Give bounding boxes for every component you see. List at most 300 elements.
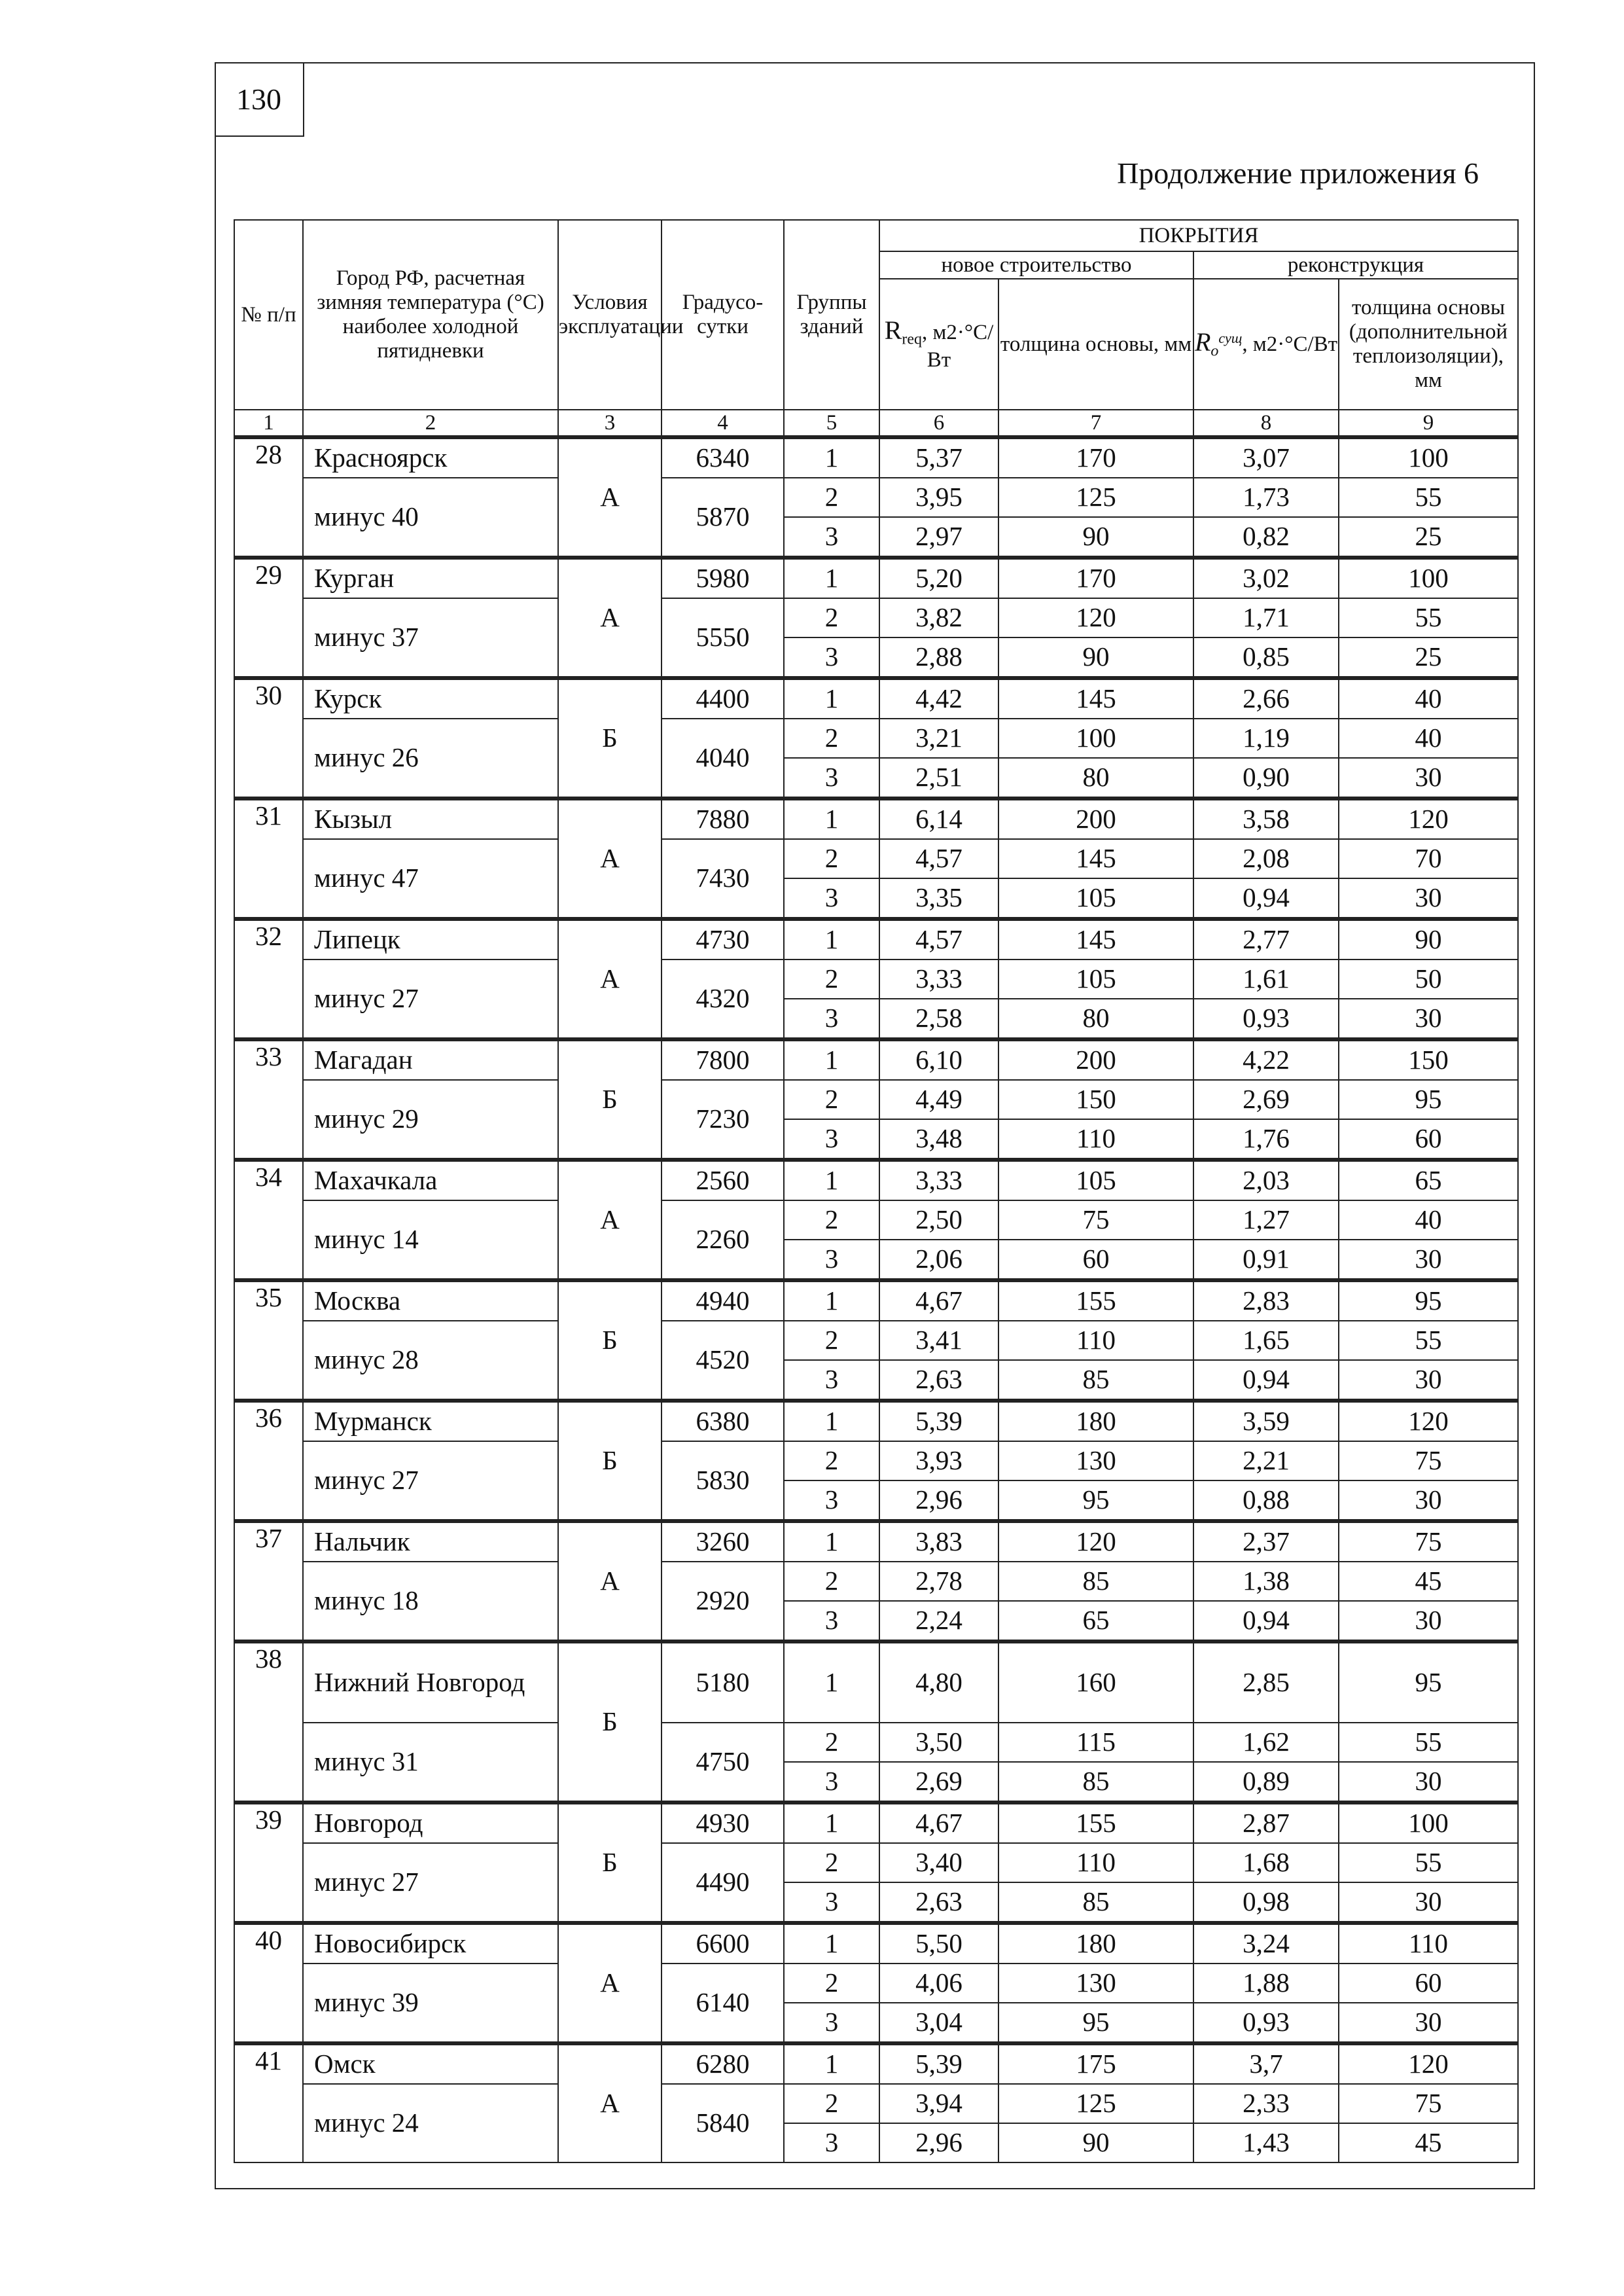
table-cell: 1 xyxy=(784,1803,879,1843)
table-cell: 90 xyxy=(998,2123,1193,2162)
table-cell: 2,96 xyxy=(879,2123,998,2162)
table-cell: 120 xyxy=(1339,1401,1518,1441)
table-cell: 105 xyxy=(998,1160,1193,1200)
table-cell: 1 xyxy=(784,558,879,598)
table-cell: 4,57 xyxy=(879,839,998,878)
table-cell: 3 xyxy=(784,2123,879,2162)
design-temperature: минус 31 xyxy=(303,1723,558,1803)
row-number: 33 xyxy=(234,1039,303,1160)
table-cell: 3,82 xyxy=(879,598,998,637)
table-cell: 2,51 xyxy=(879,758,998,798)
degree-days: 7230 xyxy=(662,1080,784,1160)
table-cell: 1,27 xyxy=(1193,1200,1339,1240)
table-cell: 2,85 xyxy=(1193,1641,1339,1723)
table-row xyxy=(234,1521,1518,1562)
table-cell: 1 xyxy=(784,1641,879,1723)
table-cell: 2,06 xyxy=(879,1240,998,1280)
table-cell: 5,37 xyxy=(879,437,998,478)
header-degree-days: Градусо-сутки xyxy=(662,220,784,410)
table-cell: 2,08 xyxy=(1193,839,1339,878)
table-cell: 2 xyxy=(784,1321,879,1360)
table-row xyxy=(234,839,1518,878)
table-cell: 3,93 xyxy=(879,1441,998,1480)
table-cell: 30 xyxy=(1339,1240,1518,1280)
table-cell: 3,59 xyxy=(1193,1401,1339,1441)
degree-days: 6280 xyxy=(662,2043,784,2084)
degree-days: 5550 xyxy=(662,598,784,678)
table-cell: 2,37 xyxy=(1193,1521,1339,1562)
table-row xyxy=(234,678,1518,719)
city-name: Новосибирск xyxy=(303,1923,558,1964)
table-cell: 1,88 xyxy=(1193,1964,1339,2003)
degree-days: 7430 xyxy=(662,839,784,919)
table-cell: 110 xyxy=(998,1321,1193,1360)
row-number: 41 xyxy=(234,2043,303,2162)
table-row xyxy=(234,2084,1518,2123)
table-cell: 3 xyxy=(784,1882,879,1923)
row-number: 39 xyxy=(234,1803,303,1923)
table-cell: 2 xyxy=(784,960,879,999)
column-number: 3 xyxy=(558,410,662,437)
table-cell: 3,04 xyxy=(879,2003,998,2043)
table-cell: 3,21 xyxy=(879,719,998,758)
table-cell: 1 xyxy=(784,798,879,839)
column-number: 8 xyxy=(1193,410,1339,437)
table-cell: 2 xyxy=(784,598,879,637)
table-row xyxy=(234,1401,1518,1441)
table-cell: 3,33 xyxy=(879,1160,998,1200)
table-cell: 4,22 xyxy=(1193,1039,1339,1080)
degree-days: 5980 xyxy=(662,558,784,598)
table-cell: 2,21 xyxy=(1193,1441,1339,1480)
operating-conditions: А xyxy=(558,437,662,558)
design-temperature: минус 28 xyxy=(303,1321,558,1401)
table-cell: 85 xyxy=(998,1882,1193,1923)
column-number: 1 xyxy=(234,410,303,437)
table-body xyxy=(234,437,1518,2162)
table-cell: 2 xyxy=(784,478,879,517)
table-cell: 30 xyxy=(1339,758,1518,798)
table-cell: 3,24 xyxy=(1193,1923,1339,1964)
table-cell: 2,88 xyxy=(879,637,998,678)
table-cell: 40 xyxy=(1339,719,1518,758)
table-cell: 4,49 xyxy=(879,1080,998,1119)
header-city: Город РФ, расчетная зимняя температура (°С) наиболее холодной пятидневки xyxy=(303,220,558,410)
table-cell: 110 xyxy=(998,1119,1193,1160)
table-cell: 100 xyxy=(1339,558,1518,598)
table-cell: 25 xyxy=(1339,637,1518,678)
operating-conditions: А xyxy=(558,919,662,1039)
table-cell: 4,67 xyxy=(879,1280,998,1321)
page-number: 130 xyxy=(215,62,304,137)
table-cell: 2,66 xyxy=(1193,678,1339,719)
table-cell: 3 xyxy=(784,1762,879,1803)
table-cell: 2,77 xyxy=(1193,919,1339,960)
table-row xyxy=(234,478,1518,517)
table-cell: 90 xyxy=(1339,919,1518,960)
operating-conditions: Б xyxy=(558,1280,662,1401)
city-name: Курск xyxy=(303,678,558,719)
table-cell: 130 xyxy=(998,1964,1193,2003)
table-cell: 3,50 xyxy=(879,1723,998,1762)
table-cell: 5,50 xyxy=(879,1923,998,1964)
table-cell: 1,71 xyxy=(1193,598,1339,637)
city-name: Нижний Новгород xyxy=(303,1641,558,1723)
row-number: 40 xyxy=(234,1923,303,2043)
degree-days: 6600 xyxy=(662,1923,784,1964)
city-name: Мурманск xyxy=(303,1401,558,1441)
table-cell: 4,67 xyxy=(879,1803,998,1843)
table-cell: 100 xyxy=(1339,437,1518,478)
row-number: 30 xyxy=(234,678,303,798)
table-row xyxy=(234,1641,1518,1723)
table-cell: 145 xyxy=(998,919,1193,960)
degree-days: 4730 xyxy=(662,919,784,960)
degree-days: 2920 xyxy=(662,1562,784,1641)
table-cell: 30 xyxy=(1339,878,1518,919)
table-row xyxy=(234,598,1518,637)
table-cell: 3,40 xyxy=(879,1843,998,1882)
table-cell: 90 xyxy=(998,637,1193,678)
table-cell: 95 xyxy=(1339,1641,1518,1723)
table-cell: 0,89 xyxy=(1193,1762,1339,1803)
table-cell: 160 xyxy=(998,1641,1193,1723)
table-cell: 0,94 xyxy=(1193,1360,1339,1401)
table-cell: 110 xyxy=(998,1843,1193,1882)
table-row xyxy=(234,1160,1518,1200)
table-cell: 6,10 xyxy=(879,1039,998,1080)
table-cell: 30 xyxy=(1339,1882,1518,1923)
table-cell: 1,43 xyxy=(1193,2123,1339,2162)
degree-days: 4040 xyxy=(662,719,784,798)
table-cell: 3,94 xyxy=(879,2084,998,2123)
table-cell: 1 xyxy=(784,678,879,719)
operating-conditions: А xyxy=(558,1521,662,1641)
design-temperature: минус 39 xyxy=(303,1964,558,2043)
table-row xyxy=(234,1441,1518,1480)
table-cell: 2,63 xyxy=(879,1882,998,1923)
table-cell: 150 xyxy=(1339,1039,1518,1080)
table-cell: 2 xyxy=(784,2084,879,2123)
table-cell: 40 xyxy=(1339,1200,1518,1240)
table-cell: 3 xyxy=(784,999,879,1039)
table-cell: 120 xyxy=(1339,798,1518,839)
table-cell: 60 xyxy=(998,1240,1193,1280)
header-groups: Группы зданий xyxy=(784,220,879,410)
table-cell: 1,65 xyxy=(1193,1321,1339,1360)
table-cell: 2,97 xyxy=(879,517,998,558)
table-cell: 3,41 xyxy=(879,1321,998,1360)
operating-conditions: А xyxy=(558,1923,662,2043)
degree-days: 2560 xyxy=(662,1160,784,1200)
table-row xyxy=(234,1964,1518,2003)
operating-conditions: Б xyxy=(558,1803,662,1923)
table-cell: 3 xyxy=(784,1360,879,1401)
table-cell: 0,91 xyxy=(1193,1240,1339,1280)
row-number: 31 xyxy=(234,798,303,919)
continuation-title: Продолжение приложения 6 xyxy=(1117,156,1479,190)
table-row xyxy=(234,1562,1518,1601)
table-cell: 95 xyxy=(998,1480,1193,1521)
table-cell: 1 xyxy=(784,1521,879,1562)
table-row xyxy=(234,719,1518,758)
city-name: Магадан xyxy=(303,1039,558,1080)
table-cell: 2,69 xyxy=(1193,1080,1339,1119)
table-cell: 60 xyxy=(1339,1119,1518,1160)
table-cell: 130 xyxy=(998,1441,1193,1480)
table-cell: 1,61 xyxy=(1193,960,1339,999)
city-name: Нальчик xyxy=(303,1521,558,1562)
table-cell: 1 xyxy=(784,1401,879,1441)
column-number: 4 xyxy=(662,410,784,437)
row-number: 35 xyxy=(234,1280,303,1401)
column-number: 5 xyxy=(784,410,879,437)
table-cell: 1,68 xyxy=(1193,1843,1339,1882)
table-cell: 45 xyxy=(1339,2123,1518,2162)
table-cell: 1,73 xyxy=(1193,478,1339,517)
table-cell: 0,93 xyxy=(1193,999,1339,1039)
table-row xyxy=(234,919,1518,960)
table-cell: 180 xyxy=(998,1401,1193,1441)
table-cell: 3 xyxy=(784,1480,879,1521)
table-cell: 55 xyxy=(1339,1843,1518,1882)
table-cell: 75 xyxy=(1339,2084,1518,2123)
table-cell: 3,95 xyxy=(879,478,998,517)
table-row xyxy=(234,1843,1518,1882)
design-temperature: минус 29 xyxy=(303,1080,558,1160)
table-cell: 3 xyxy=(784,1601,879,1641)
table-cell: 0,82 xyxy=(1193,517,1339,558)
header-conditions: Условия эксплуатации xyxy=(558,220,662,410)
degree-days: 5870 xyxy=(662,478,784,558)
header-num: № п/п xyxy=(234,220,303,410)
city-name: Курган xyxy=(303,558,558,598)
degree-days: 5840 xyxy=(662,2084,784,2162)
degree-days: 4400 xyxy=(662,678,784,719)
table-cell: 120 xyxy=(1339,2043,1518,2084)
table-cell: 3 xyxy=(784,2003,879,2043)
table-cell: 145 xyxy=(998,678,1193,719)
table-row xyxy=(234,1321,1518,1360)
header-r-req: $R_{req}$, м2·°С/Вт xyxy=(879,279,998,410)
design-temperature: минус 26 xyxy=(303,719,558,798)
table-cell: 2,58 xyxy=(879,999,998,1039)
table-cell: 155 xyxy=(998,1803,1193,1843)
table-cell: 3,7 xyxy=(1193,2043,1339,2084)
column-number: 2 xyxy=(303,410,558,437)
table-cell: 1 xyxy=(784,919,879,960)
degree-days: 6340 xyxy=(662,437,784,478)
table-cell: 0,98 xyxy=(1193,1882,1339,1923)
table-cell: 2,24 xyxy=(879,1601,998,1641)
table-cell: 5,39 xyxy=(879,2043,998,2084)
table-cell: 2,83 xyxy=(1193,1280,1339,1321)
table-cell: 2 xyxy=(784,1200,879,1240)
table-row xyxy=(234,1200,1518,1240)
row-number: 38 xyxy=(234,1641,303,1803)
table-cell: 95 xyxy=(1339,1280,1518,1321)
table-cell: 1 xyxy=(784,1280,879,1321)
design-temperature: минус 24 xyxy=(303,2084,558,2162)
table-cell: 3 xyxy=(784,878,879,919)
design-temperature: минус 27 xyxy=(303,1441,558,1521)
table-cell: 60 xyxy=(1339,1964,1518,2003)
degree-days: 3260 xyxy=(662,1521,784,1562)
table-cell: 2,87 xyxy=(1193,1803,1339,1843)
table-cell: 1 xyxy=(784,1160,879,1200)
city-name: Красноярск xyxy=(303,437,558,478)
design-temperature: минус 27 xyxy=(303,960,558,1039)
table-cell: 55 xyxy=(1339,1321,1518,1360)
table-cell: 3,07 xyxy=(1193,437,1339,478)
degree-days: 2260 xyxy=(662,1200,784,1280)
header-thickness-new: толщина основы, мм xyxy=(998,279,1193,410)
table-cell: 30 xyxy=(1339,1601,1518,1641)
table-cell: 155 xyxy=(998,1280,1193,1321)
row-number: 28 xyxy=(234,437,303,558)
column-number: 9 xyxy=(1339,410,1518,437)
table-cell: 30 xyxy=(1339,2003,1518,2043)
table-cell: 2 xyxy=(784,719,879,758)
header-new-construction: новое строительство xyxy=(879,251,1193,279)
table-cell: 70 xyxy=(1339,839,1518,878)
table-cell: 2 xyxy=(784,1080,879,1119)
table-cell: 2,33 xyxy=(1193,2084,1339,2123)
table-row xyxy=(234,558,1518,598)
table-cell: 0,94 xyxy=(1193,878,1339,919)
table-cell: 145 xyxy=(998,839,1193,878)
table-cell: 30 xyxy=(1339,1480,1518,1521)
table-row xyxy=(234,960,1518,999)
operating-conditions: А xyxy=(558,1160,662,1280)
table-cell: 80 xyxy=(998,758,1193,798)
table-cell: 100 xyxy=(998,719,1193,758)
table-cell: 200 xyxy=(998,1039,1193,1080)
table-cell: 2 xyxy=(784,1964,879,2003)
table-cell: 1,38 xyxy=(1193,1562,1339,1601)
table-row xyxy=(234,798,1518,839)
table-cell: 65 xyxy=(998,1601,1193,1641)
table-cell: 90 xyxy=(998,517,1193,558)
operating-conditions: Б xyxy=(558,678,662,798)
insulation-table xyxy=(234,219,1519,2163)
table-cell: 30 xyxy=(1339,1762,1518,1803)
table-cell: 85 xyxy=(998,1562,1193,1601)
table-cell: 75 xyxy=(998,1200,1193,1240)
operating-conditions: А xyxy=(558,2043,662,2162)
degree-days: 4940 xyxy=(662,1280,784,1321)
table-cell: 2 xyxy=(784,1441,879,1480)
table-cell: 3 xyxy=(784,517,879,558)
degree-days: 4750 xyxy=(662,1723,784,1803)
operating-conditions: Б xyxy=(558,1401,662,1521)
degree-days: 5180 xyxy=(662,1641,784,1723)
table-cell: 3,83 xyxy=(879,1521,998,1562)
table-cell: 50 xyxy=(1339,960,1518,999)
design-temperature: минус 18 xyxy=(303,1562,558,1641)
table-row xyxy=(234,2043,1518,2084)
degree-days: 4520 xyxy=(662,1321,784,1401)
operating-conditions: А xyxy=(558,558,662,678)
table-cell: 75 xyxy=(1339,1521,1518,1562)
table-cell: 85 xyxy=(998,1762,1193,1803)
column-number-row xyxy=(234,410,1518,437)
table-cell: 3 xyxy=(784,1240,879,1280)
table-cell: 3,02 xyxy=(1193,558,1339,598)
table-cell: 2,96 xyxy=(879,1480,998,1521)
degree-days: 6140 xyxy=(662,1964,784,2043)
table-cell: 2 xyxy=(784,1843,879,1882)
table-row xyxy=(234,1803,1518,1843)
city-name: Новгород xyxy=(303,1803,558,1843)
header-r-exist: $R_o^{сущ}$, м2·°С/Вт xyxy=(1193,279,1339,410)
row-number: 32 xyxy=(234,919,303,1039)
degree-days: 4490 xyxy=(662,1843,784,1923)
table-cell: 170 xyxy=(998,558,1193,598)
row-number: 34 xyxy=(234,1160,303,1280)
table-cell: 2,03 xyxy=(1193,1160,1339,1200)
table-cell: 30 xyxy=(1339,999,1518,1039)
city-name: Кызыл xyxy=(303,798,558,839)
table-cell: 0,94 xyxy=(1193,1601,1339,1641)
table-row xyxy=(234,437,1518,478)
table-cell: 4,80 xyxy=(879,1641,998,1723)
table-row xyxy=(234,1723,1518,1762)
table-cell: 4,57 xyxy=(879,919,998,960)
table-cell: 85 xyxy=(998,1360,1193,1401)
table-cell: 75 xyxy=(1339,1441,1518,1480)
table-cell: 0,93 xyxy=(1193,2003,1339,2043)
design-temperature: минус 47 xyxy=(303,839,558,919)
table-cell: 5,20 xyxy=(879,558,998,598)
table-cell: 115 xyxy=(998,1723,1193,1762)
design-temperature: минус 14 xyxy=(303,1200,558,1280)
table-cell: 125 xyxy=(998,478,1193,517)
degree-days: 7800 xyxy=(662,1039,784,1080)
degree-days: 7880 xyxy=(662,798,784,839)
design-temperature: минус 27 xyxy=(303,1843,558,1923)
table-row xyxy=(234,1923,1518,1964)
city-name: Омск xyxy=(303,2043,558,2084)
table-cell: 125 xyxy=(998,2084,1193,2123)
table-cell: 1,62 xyxy=(1193,1723,1339,1762)
row-number: 37 xyxy=(234,1521,303,1641)
row-number: 29 xyxy=(234,558,303,678)
table-cell: 65 xyxy=(1339,1160,1518,1200)
table-cell: 180 xyxy=(998,1923,1193,1964)
table-row xyxy=(234,1080,1518,1119)
table-cell: 100 xyxy=(1339,1803,1518,1843)
table-cell: 30 xyxy=(1339,1360,1518,1401)
table-cell: 0,90 xyxy=(1193,758,1339,798)
header-coverings: ПОКРЫТИЯ xyxy=(879,220,1518,251)
table-cell: 3,35 xyxy=(879,878,998,919)
city-name: Москва xyxy=(303,1280,558,1321)
table-header xyxy=(234,220,1518,437)
header-reconstruction: реконструкция xyxy=(1193,251,1518,279)
table-cell: 4,06 xyxy=(879,1964,998,2003)
table-cell: 3,58 xyxy=(1193,798,1339,839)
table-cell: 55 xyxy=(1339,478,1518,517)
table-cell: 45 xyxy=(1339,1562,1518,1601)
table-cell: 1 xyxy=(784,1923,879,1964)
city-name: Липецк xyxy=(303,919,558,960)
table-cell: 200 xyxy=(998,798,1193,839)
table-cell: 95 xyxy=(998,2003,1193,2043)
table-cell: 2,50 xyxy=(879,1200,998,1240)
table-cell: 25 xyxy=(1339,517,1518,558)
table-cell: 40 xyxy=(1339,678,1518,719)
